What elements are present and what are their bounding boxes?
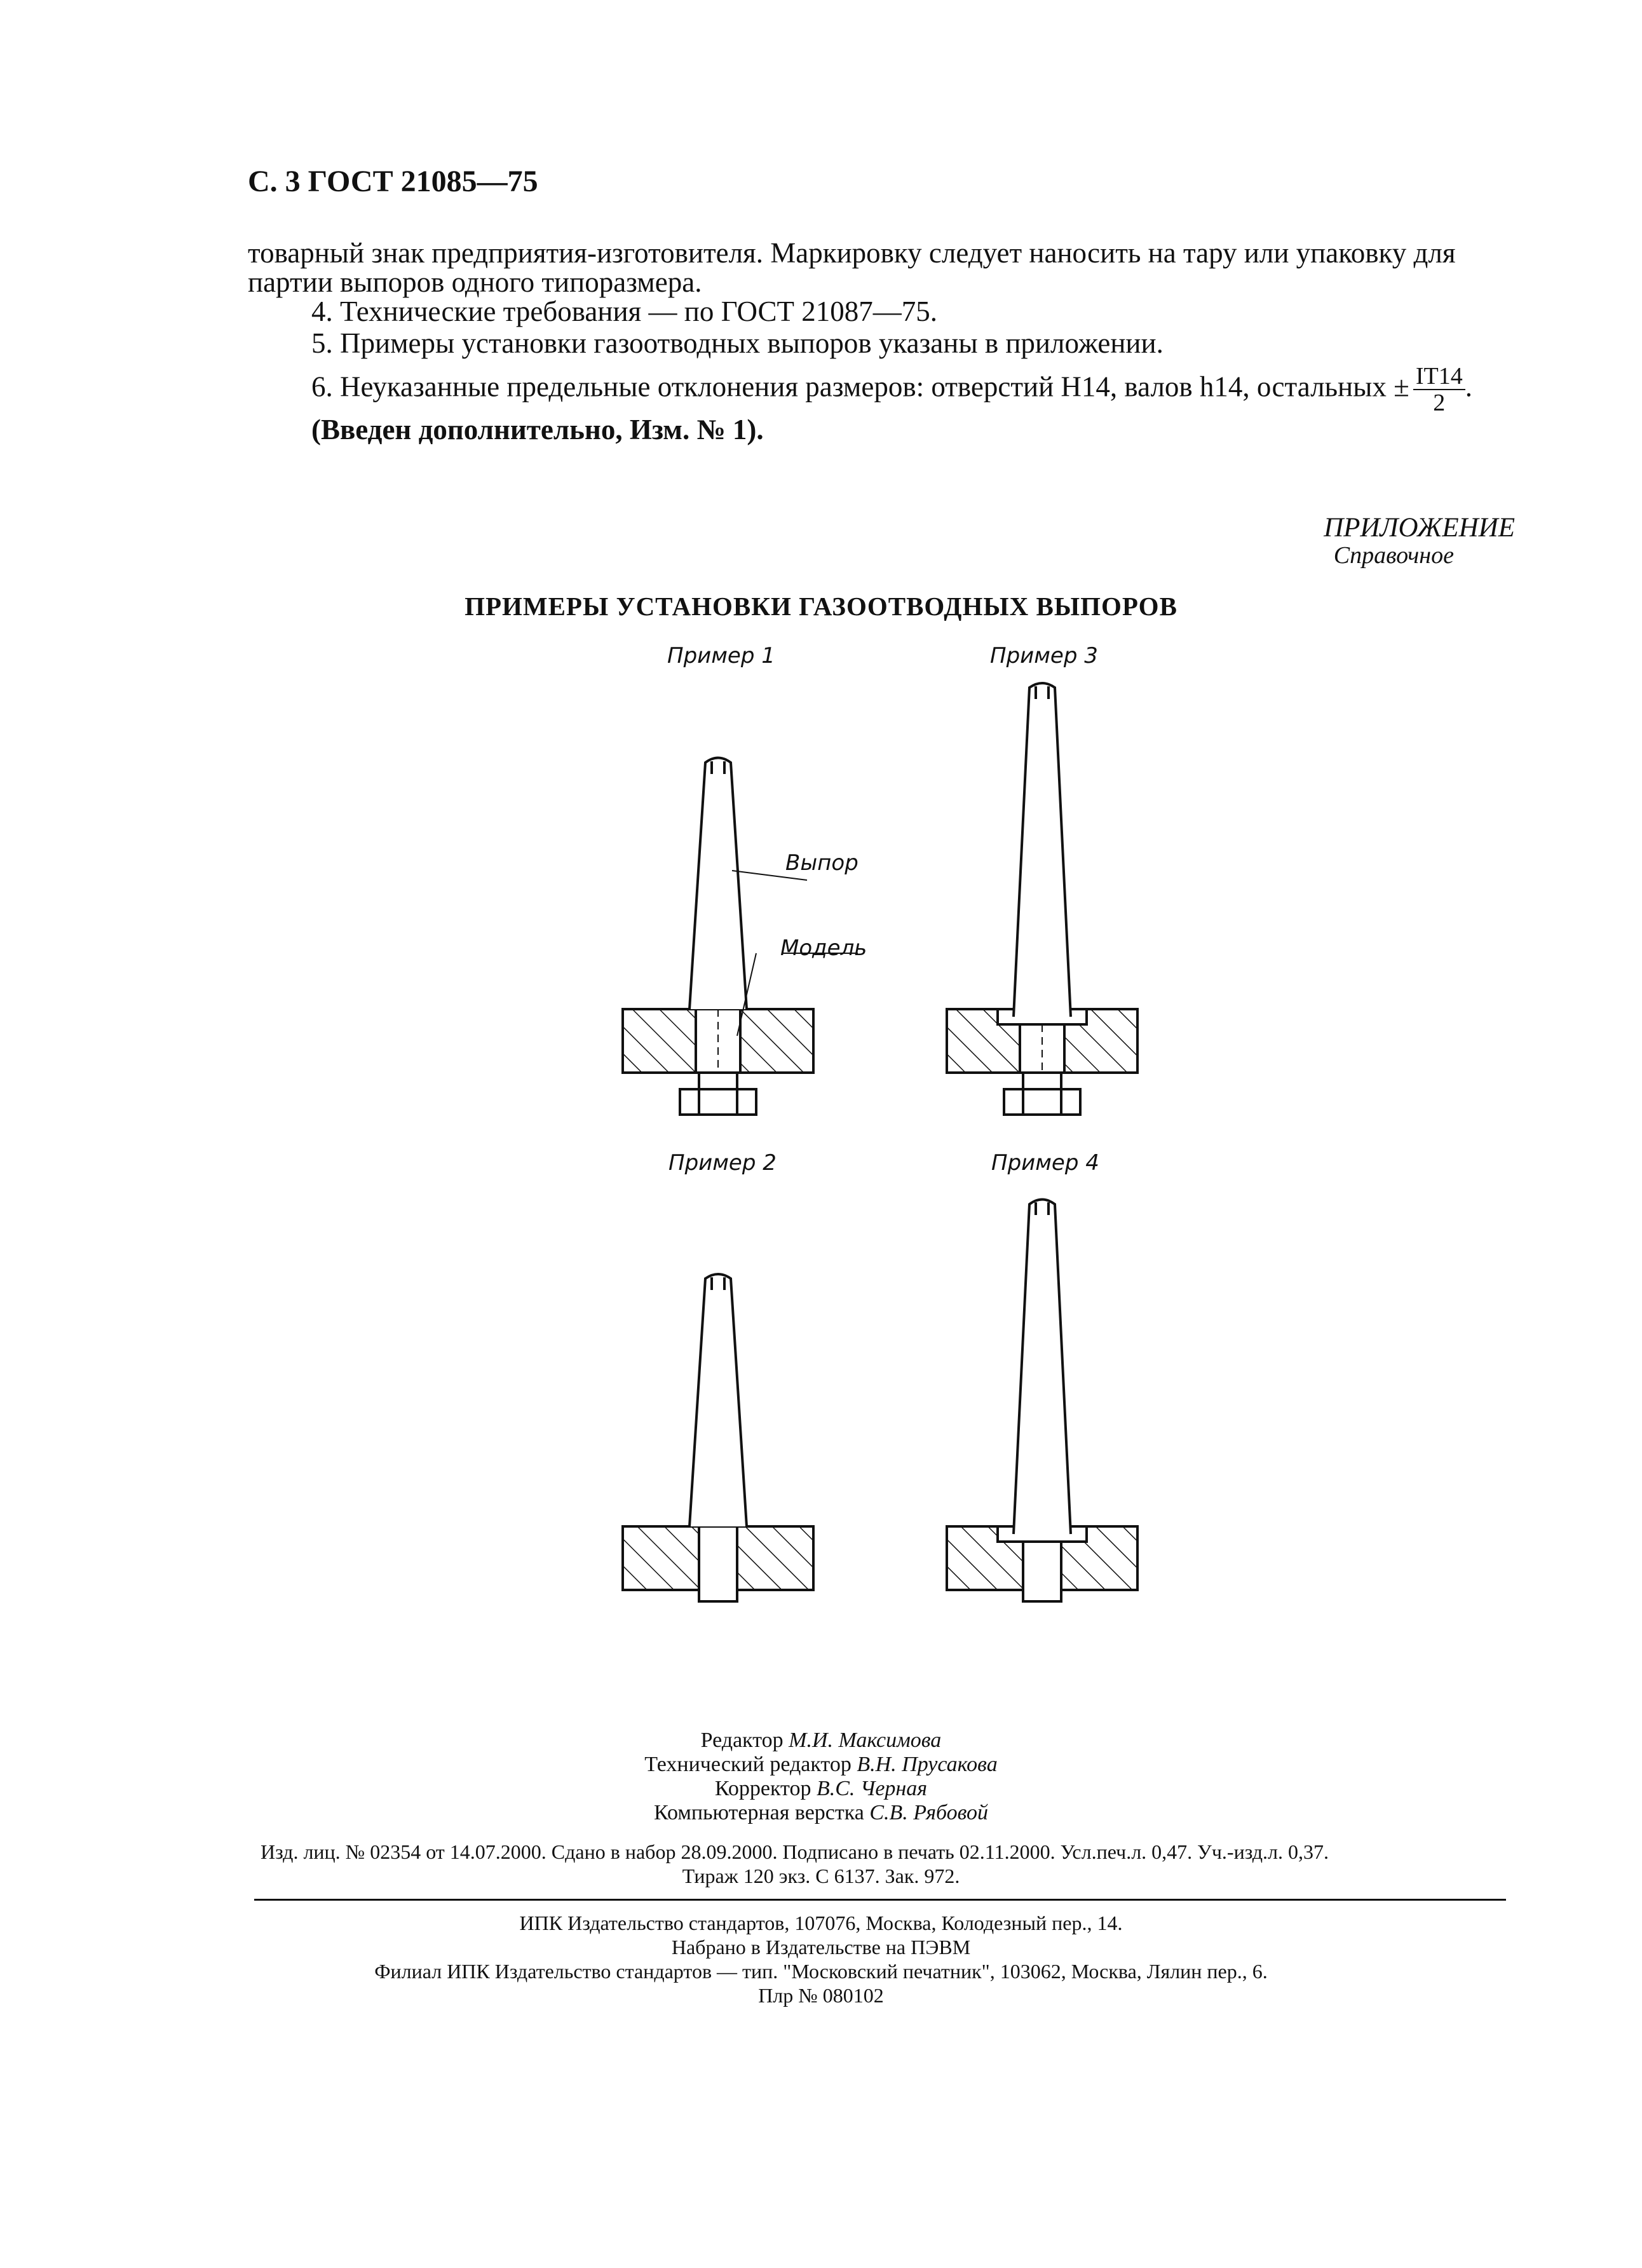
publisher-line-1: ИПК Издательство стандартов, 107076, Москва, Колодезный пер., 14. <box>519 1912 1123 1934</box>
example-3-drawing <box>947 683 1137 1115</box>
label-vypor: Выпор <box>785 850 858 876</box>
credit-layout-role: Компьютерная верстка <box>653 1801 864 1824</box>
fraction-denominator: 2 <box>1433 390 1446 416</box>
item-6-text: 6. Неуказанные предельные отклонения размеров: отверстий H14, валов h14, остальных ± <box>311 370 1409 403</box>
caption-example-2: Пример 2 <box>668 1150 777 1176</box>
caption-example-3: Пример 3 <box>990 643 1098 669</box>
credit-tech-role: Технический редактор <box>644 1753 852 1776</box>
item-5: 5. Примеры установки газоотводных выпоров указаны в приложении. <box>311 327 1164 359</box>
caption-example-1: Пример 1 <box>667 643 775 669</box>
fraction-numerator: IT14 <box>1413 363 1465 390</box>
credit-layout-name: С.В. Рябовой <box>869 1801 988 1824</box>
credit-editor <box>0 1728 1642 1753</box>
credit-corr-name: В.С. Черная <box>816 1777 928 1800</box>
item-4: 4. Технические требования — по ГОСТ 21087—75. <box>311 295 938 327</box>
credit-layout <box>0 1801 1642 1825</box>
publisher-line-3: Филиал ИПК Издательство стандартов — тип. "Московский печатник", 103062, Москва, Лялин пер., 6. <box>374 1960 1268 1983</box>
credit-tech-name: В.Н. Прусакова <box>857 1753 998 1776</box>
amendment-note: (Введен дополнительно, Изм. № 1). <box>311 414 764 445</box>
imprint-line-1: Изд. лиц. № 02354 от 14.07.2000. Сдано в набор 28.09.2000. Подписано в печать 02.11.2000. Усл.печ.л. 0,47. Уч.-изд.л. 0,37. <box>261 1840 1329 1863</box>
example-2-drawing <box>623 1274 813 1601</box>
publisher-line-2: Набрано в Издательстве на ПЭВМ <box>671 1936 971 1959</box>
appendix-title: ПРИМЕРЫ УСТАНОВКИ ГАЗООТВОДНЫХ ВЫПОРОВ <box>465 592 1177 621</box>
credit-editor-name: М.И. Максимова <box>789 1728 942 1752</box>
publisher-line-4: Плр № 080102 <box>758 1984 884 2007</box>
credit-editor-role: Редактор <box>700 1728 784 1752</box>
credit-corr-role: Корректор <box>714 1777 811 1800</box>
credit-tech-editor <box>0 1753 1642 1777</box>
paragraph-line-1: товарный знак предприятия-изготовителя. Маркировку следует наносить на тару или упаковку для <box>248 237 1456 269</box>
label-model: Модель <box>780 935 867 961</box>
item-6-end: . <box>1465 370 1472 403</box>
appendix-sublabel: Справочное <box>1333 542 1454 569</box>
divider-line <box>254 1899 1506 1901</box>
paragraph-line-2: партии выпоров одного типоразмера. <box>248 266 702 298</box>
credit-corrector <box>0 1777 1642 1801</box>
page-header: С. 3 ГОСТ 21085—75 <box>248 165 538 198</box>
example-4-drawing <box>947 1200 1137 1602</box>
appendix-label: ПРИЛОЖЕНИЕ <box>1324 513 1515 543</box>
imprint-line-2: Тираж 120 экз. С 6137. Зак. 972. <box>682 1864 960 1887</box>
caption-example-4: Пример 4 <box>991 1150 1099 1176</box>
example-1-drawing <box>623 758 858 1115</box>
